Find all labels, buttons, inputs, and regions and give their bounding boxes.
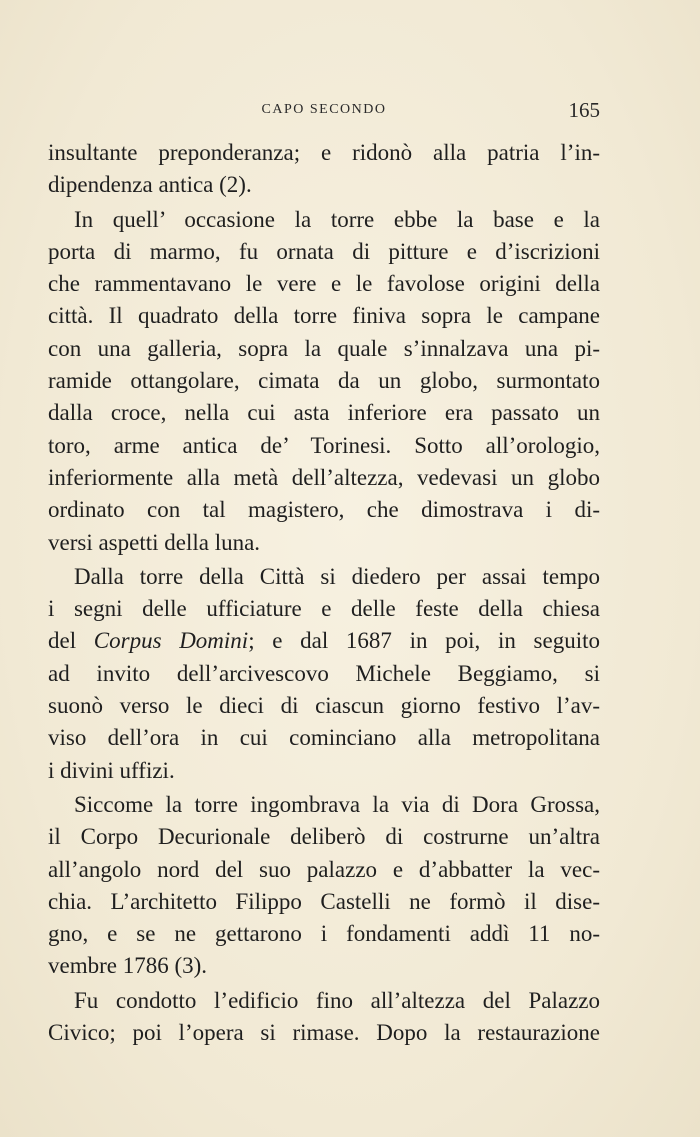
text-line: con una galleria, sopra la quale s’innalzava una pi- xyxy=(48,335,600,361)
text-line: città. Il quadrato della torre finiva sopra le campane xyxy=(48,303,600,329)
text-line: suonò verso le dieci di ciascun giorno festivo l’av- xyxy=(48,693,600,719)
italic-title: Corpus Domini xyxy=(93,628,249,654)
text-line: Civico; poi l’opera si rimase. Dopo la restaurazione xyxy=(48,1020,600,1046)
text-line: ramide ottangolare, cimata da un globo, surmontato xyxy=(48,368,600,394)
running-head xyxy=(48,100,600,124)
text-line: il Corpo Decurionale deliberò di costrurne un’altra xyxy=(48,824,600,850)
text-line: inferiormente alla metà dell’altezza, vedevasi un globo xyxy=(48,464,600,490)
text-line: vembre 1786 (3). xyxy=(48,953,208,979)
page-number: 165 xyxy=(568,98,600,122)
text-line: Fu condotto l’edificio fino all’altezza del Palazzo xyxy=(74,987,600,1013)
paragraph-5 xyxy=(48,985,600,1050)
text-line: Dalla torre della Città si diedero per assai tempo xyxy=(74,563,600,589)
paragraph-1 xyxy=(48,137,600,202)
text-line: i divini uffizi. xyxy=(48,757,175,783)
text-line: porta di marmo, fu ornata di pitture e d’iscrizioni xyxy=(48,238,600,264)
text-run: del xyxy=(48,628,94,654)
text-run: ; e dal 1687 in poi, in seguito xyxy=(248,628,600,654)
text-line: i segni delle ufficiature e delle feste della chiesa xyxy=(48,596,600,622)
text-line: ad invito dell’arcivescovo Michele Beggiamo, si xyxy=(48,660,600,686)
text-line: dipendenza antica (2). xyxy=(48,172,252,198)
text-line: all’angolo nord del suo palazzo e d’abbatter la vec- xyxy=(48,856,600,882)
text-line: chia. L’architetto Filippo Castelli ne formò il dise- xyxy=(48,888,600,914)
text-line: viso dell’ora in cui cominciano alla metropolitana xyxy=(48,725,600,751)
running-title: CAPO SECONDO xyxy=(261,102,387,117)
text-line: gno, e se ne gettarono i fondamenti addì 11 no- xyxy=(48,921,600,947)
body-text xyxy=(48,137,600,1049)
text-line: dalla croce, nella cui asta inferiore era passato un xyxy=(48,400,600,426)
paragraph-3 xyxy=(48,561,600,787)
text-line-mixed xyxy=(48,625,600,657)
text-line: toro, arme antica de’ Torinesi. Sotto all’orologio, xyxy=(48,432,600,458)
text-line: Siccome la torre ingombrava la via di Dora Grossa, xyxy=(74,791,600,817)
paragraph-4 xyxy=(48,789,600,983)
paragraph-2 xyxy=(48,204,600,559)
text-line: ordinato con tal magistero, che dimostrava i di- xyxy=(48,497,600,523)
text-line: In quell’ occasione la torre ebbe la base e la xyxy=(74,206,600,232)
text-line: versi aspetti della luna. xyxy=(48,529,261,555)
text-line: che rammentavano le vere e le favolose origini della xyxy=(48,271,600,297)
text-line: insultante preponderanza; e ridonò alla patria l’in- xyxy=(48,140,600,165)
